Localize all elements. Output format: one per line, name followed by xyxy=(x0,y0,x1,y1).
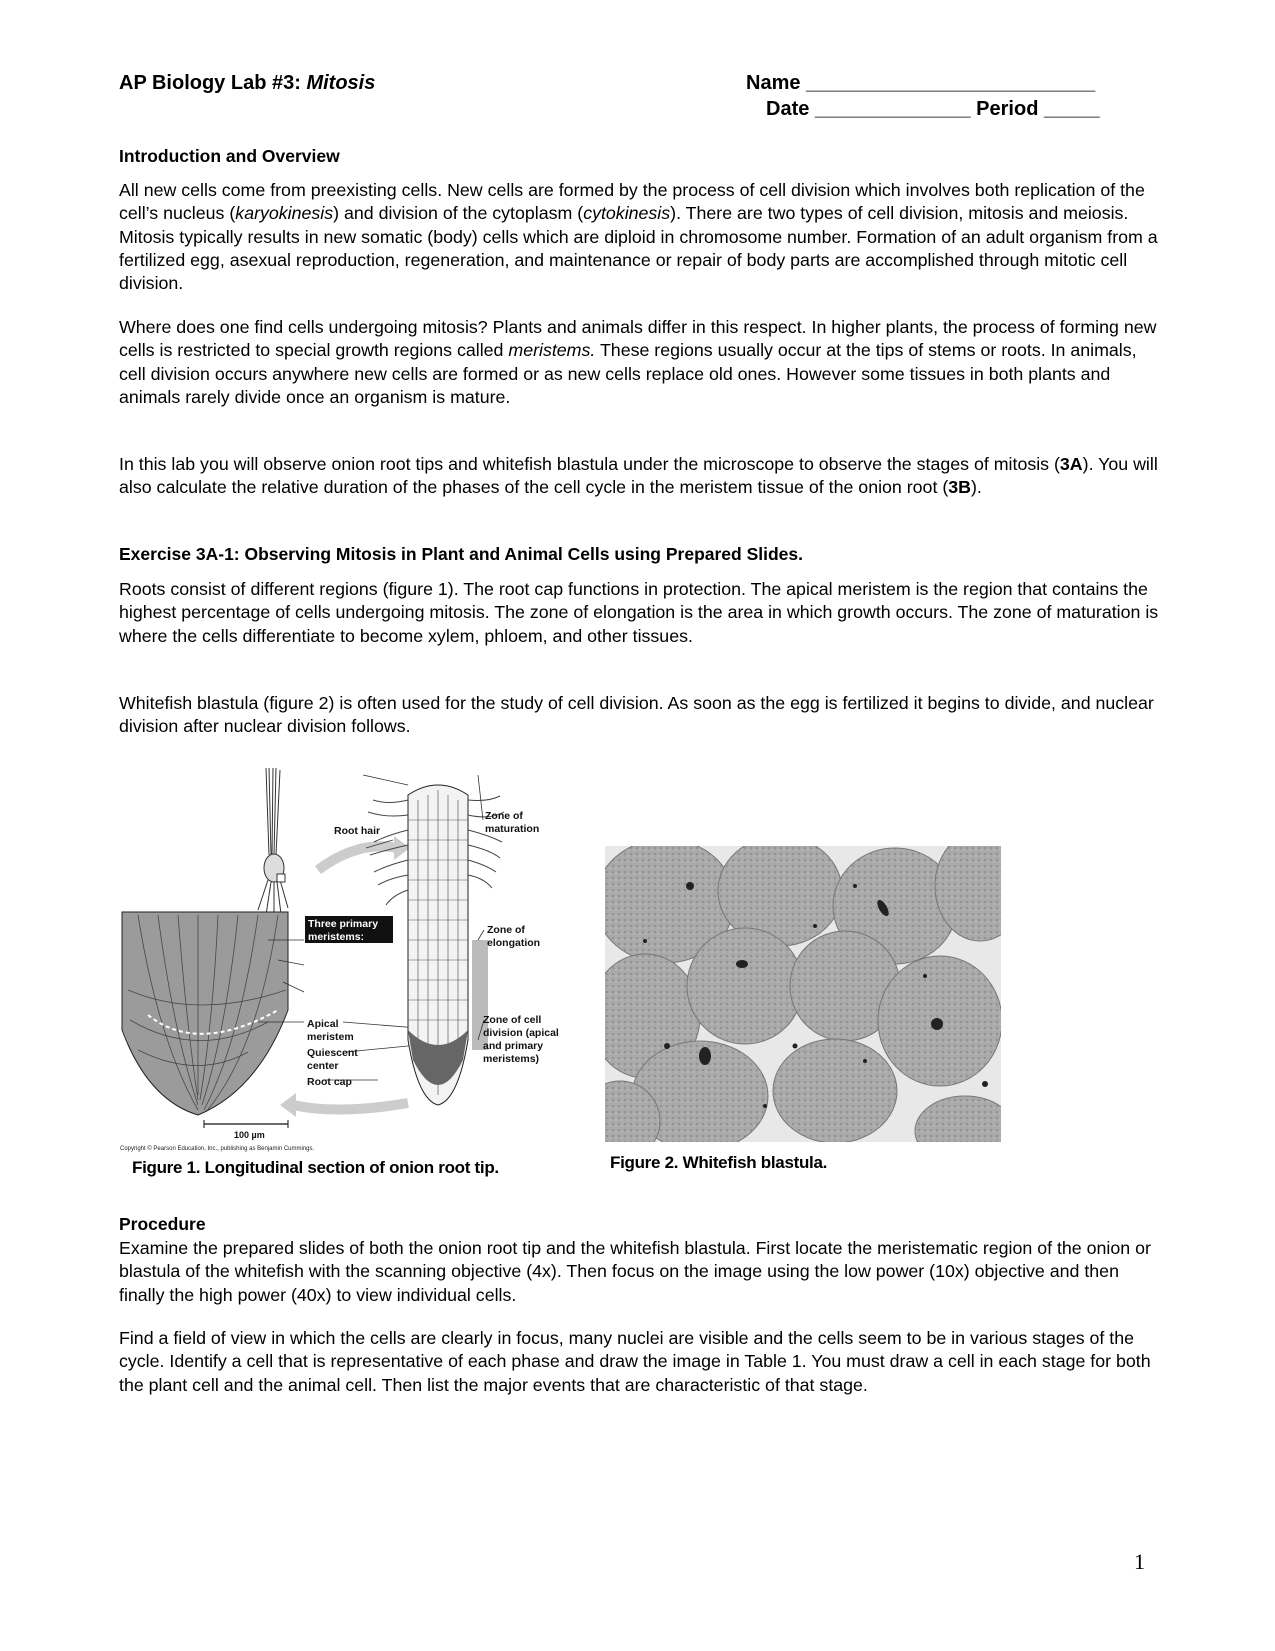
text-run: ). You will also calculate the relative duration of the phases of the cell cycle in the meristem tissue of the onion root ( xyxy=(119,454,1158,498)
text-run: Find a field of view in which the cells are clearly in focus, many nuclei are visible and the cells seem to be in various stages of the cycle. Identify a cell that is representative of each phase and draw the image in Table 1. You must draw a cell in each stage for both the plant cell and the animal cell. Then list the major events that are characteristic of that stage. xyxy=(119,1328,1151,1395)
text-run: ). xyxy=(971,477,982,498)
text-run: These regions usually occur at the tips of stems or roots. In animals, cell division occurs anywhere new cells are formed or as new cells replace old ones. However some tissues in both plants and animals rarely divide once an organism is mature. xyxy=(119,340,1137,407)
text-run: 3A xyxy=(1059,454,1083,474)
label-apical-2: meristem xyxy=(307,1031,354,1043)
figure-1-caption: Figure 1. Longitudinal section of onion root tip. xyxy=(132,1158,499,1177)
intro-heading: Introduction and Overview xyxy=(119,146,340,166)
copyright-notice: Copyright © Pearson Education, Inc., publishing as Benjamin Cummings. xyxy=(120,1146,315,1152)
page-number: 1 xyxy=(1134,1549,1145,1574)
intro-paragraph-3 xyxy=(119,453,1159,500)
root-tip-section-image xyxy=(122,912,288,1115)
label-three-primary-1: Three primary xyxy=(308,918,379,930)
figure-2-caption: Figure 2. Whitefish blastula. xyxy=(610,1153,828,1172)
label-cell-division-1: Zone of cell xyxy=(483,1014,542,1026)
exercise-paragraph-2 xyxy=(119,692,1159,739)
title-text: AP Biology Lab #3: xyxy=(119,72,307,94)
scale-bar-label: 100 µm xyxy=(234,1130,265,1140)
procedure-paragraph-1 xyxy=(119,1237,1159,1307)
label-zone-maturation-2: maturation xyxy=(485,823,540,835)
label-cell-division-3: and primary xyxy=(483,1040,544,1052)
text-run: Whitefish blastula (figure 2) is often used for the study of cell division. As soon as the egg is fertilized it begins to divide, and nuclear division after nuclear division follows. xyxy=(119,693,1154,737)
name-field-line: Name __________________________ xyxy=(746,72,1096,94)
text-run: cytokinesis xyxy=(583,203,671,224)
label-quiescent-2: center xyxy=(307,1060,339,1072)
text-run: 3B xyxy=(948,477,971,498)
label-zone-maturation-1: Zone of xyxy=(485,810,523,822)
procedure-heading: Procedure xyxy=(119,1214,206,1234)
procedure-paragraph-2 xyxy=(119,1327,1159,1397)
text-run: ). There are two types of cell division, mitosis and meiosis. Mitosis typically results in new somatic (body) cells which are diploid in chromosome number. Formation of an adult organism from a fertilized egg, asexual reproduction, regeneration, and maintenance or repair of body parts are accomplished through mitotic cell division. xyxy=(119,203,1158,294)
text-run: ) and division of the cytoplasm ( xyxy=(333,203,584,224)
text-run: In this lab you will observe onion root tips and whitefish blastula under the microscope to observe the stages of mitosis ( xyxy=(119,454,1060,474)
label-cell-division-2: division (apical xyxy=(483,1027,559,1039)
label-root-hair: Root hair xyxy=(334,825,381,837)
label-zone-elongation-1: Zone of xyxy=(487,924,525,936)
text-run: Examine the prepared slides of both the onion root tip and the whitefish blastula. First locate the meristematic region of the onion or blastula of the whitefish with the scanning objective (4x). Then focus on the image using the low power (10x) objective and then finally the high power (40x) to view individual cells. xyxy=(119,1238,1151,1305)
date-period-line: Date ______________ Period _____ xyxy=(766,98,1100,120)
text-run: All new cells come from preexisting cells. New cells are formed by the process of cell division which involves both replication of the cell’s nucleus ( xyxy=(119,180,1145,224)
text-run: Roots consist of different regions (figure 1). The root cap functions in protection. The apical meristem is the region that contains the highest percentage of cells undergoing mitosis. The zone of elongation is the area in which growth occurs. The zone of maturation is where the cells differentiate to become xylem, phloem, and other tissues. xyxy=(119,579,1159,646)
figure-1-root-tip-diagram xyxy=(118,760,578,1155)
label-quiescent-1: Quiescent xyxy=(307,1047,358,1059)
text-run: Where does one find cells undergoing mitosis? Plants and animals differ in this respect. In higher plants, the process of forming new cells is restricted to special growth regions called xyxy=(119,317,1157,361)
onion-bulb-icon xyxy=(258,768,288,918)
label-three-primary-2: meristems: xyxy=(308,931,365,943)
text-run: karyokinesis xyxy=(235,203,334,224)
document-title xyxy=(119,72,375,95)
label-cell-division-4: meristems) xyxy=(483,1053,540,1065)
label-zone-elongation-2: elongation xyxy=(487,937,541,949)
intro-paragraph-2 xyxy=(119,316,1159,409)
figure-2-blastula-micrograph xyxy=(605,846,1001,1142)
label-root-cap: Root cap xyxy=(307,1076,352,1088)
exercise-paragraph-1 xyxy=(119,578,1159,648)
intro-paragraph-1 xyxy=(119,179,1159,295)
label-apical-1: Apical xyxy=(307,1018,339,1030)
exercise-heading: Exercise 3A-1: Observing Mitosis in Plant and Animal Cells using Prepared Slides. xyxy=(119,544,804,564)
scale-bar xyxy=(204,1120,288,1140)
text-run: meristems. xyxy=(508,340,596,361)
title-italic: Mitosis xyxy=(306,72,376,94)
